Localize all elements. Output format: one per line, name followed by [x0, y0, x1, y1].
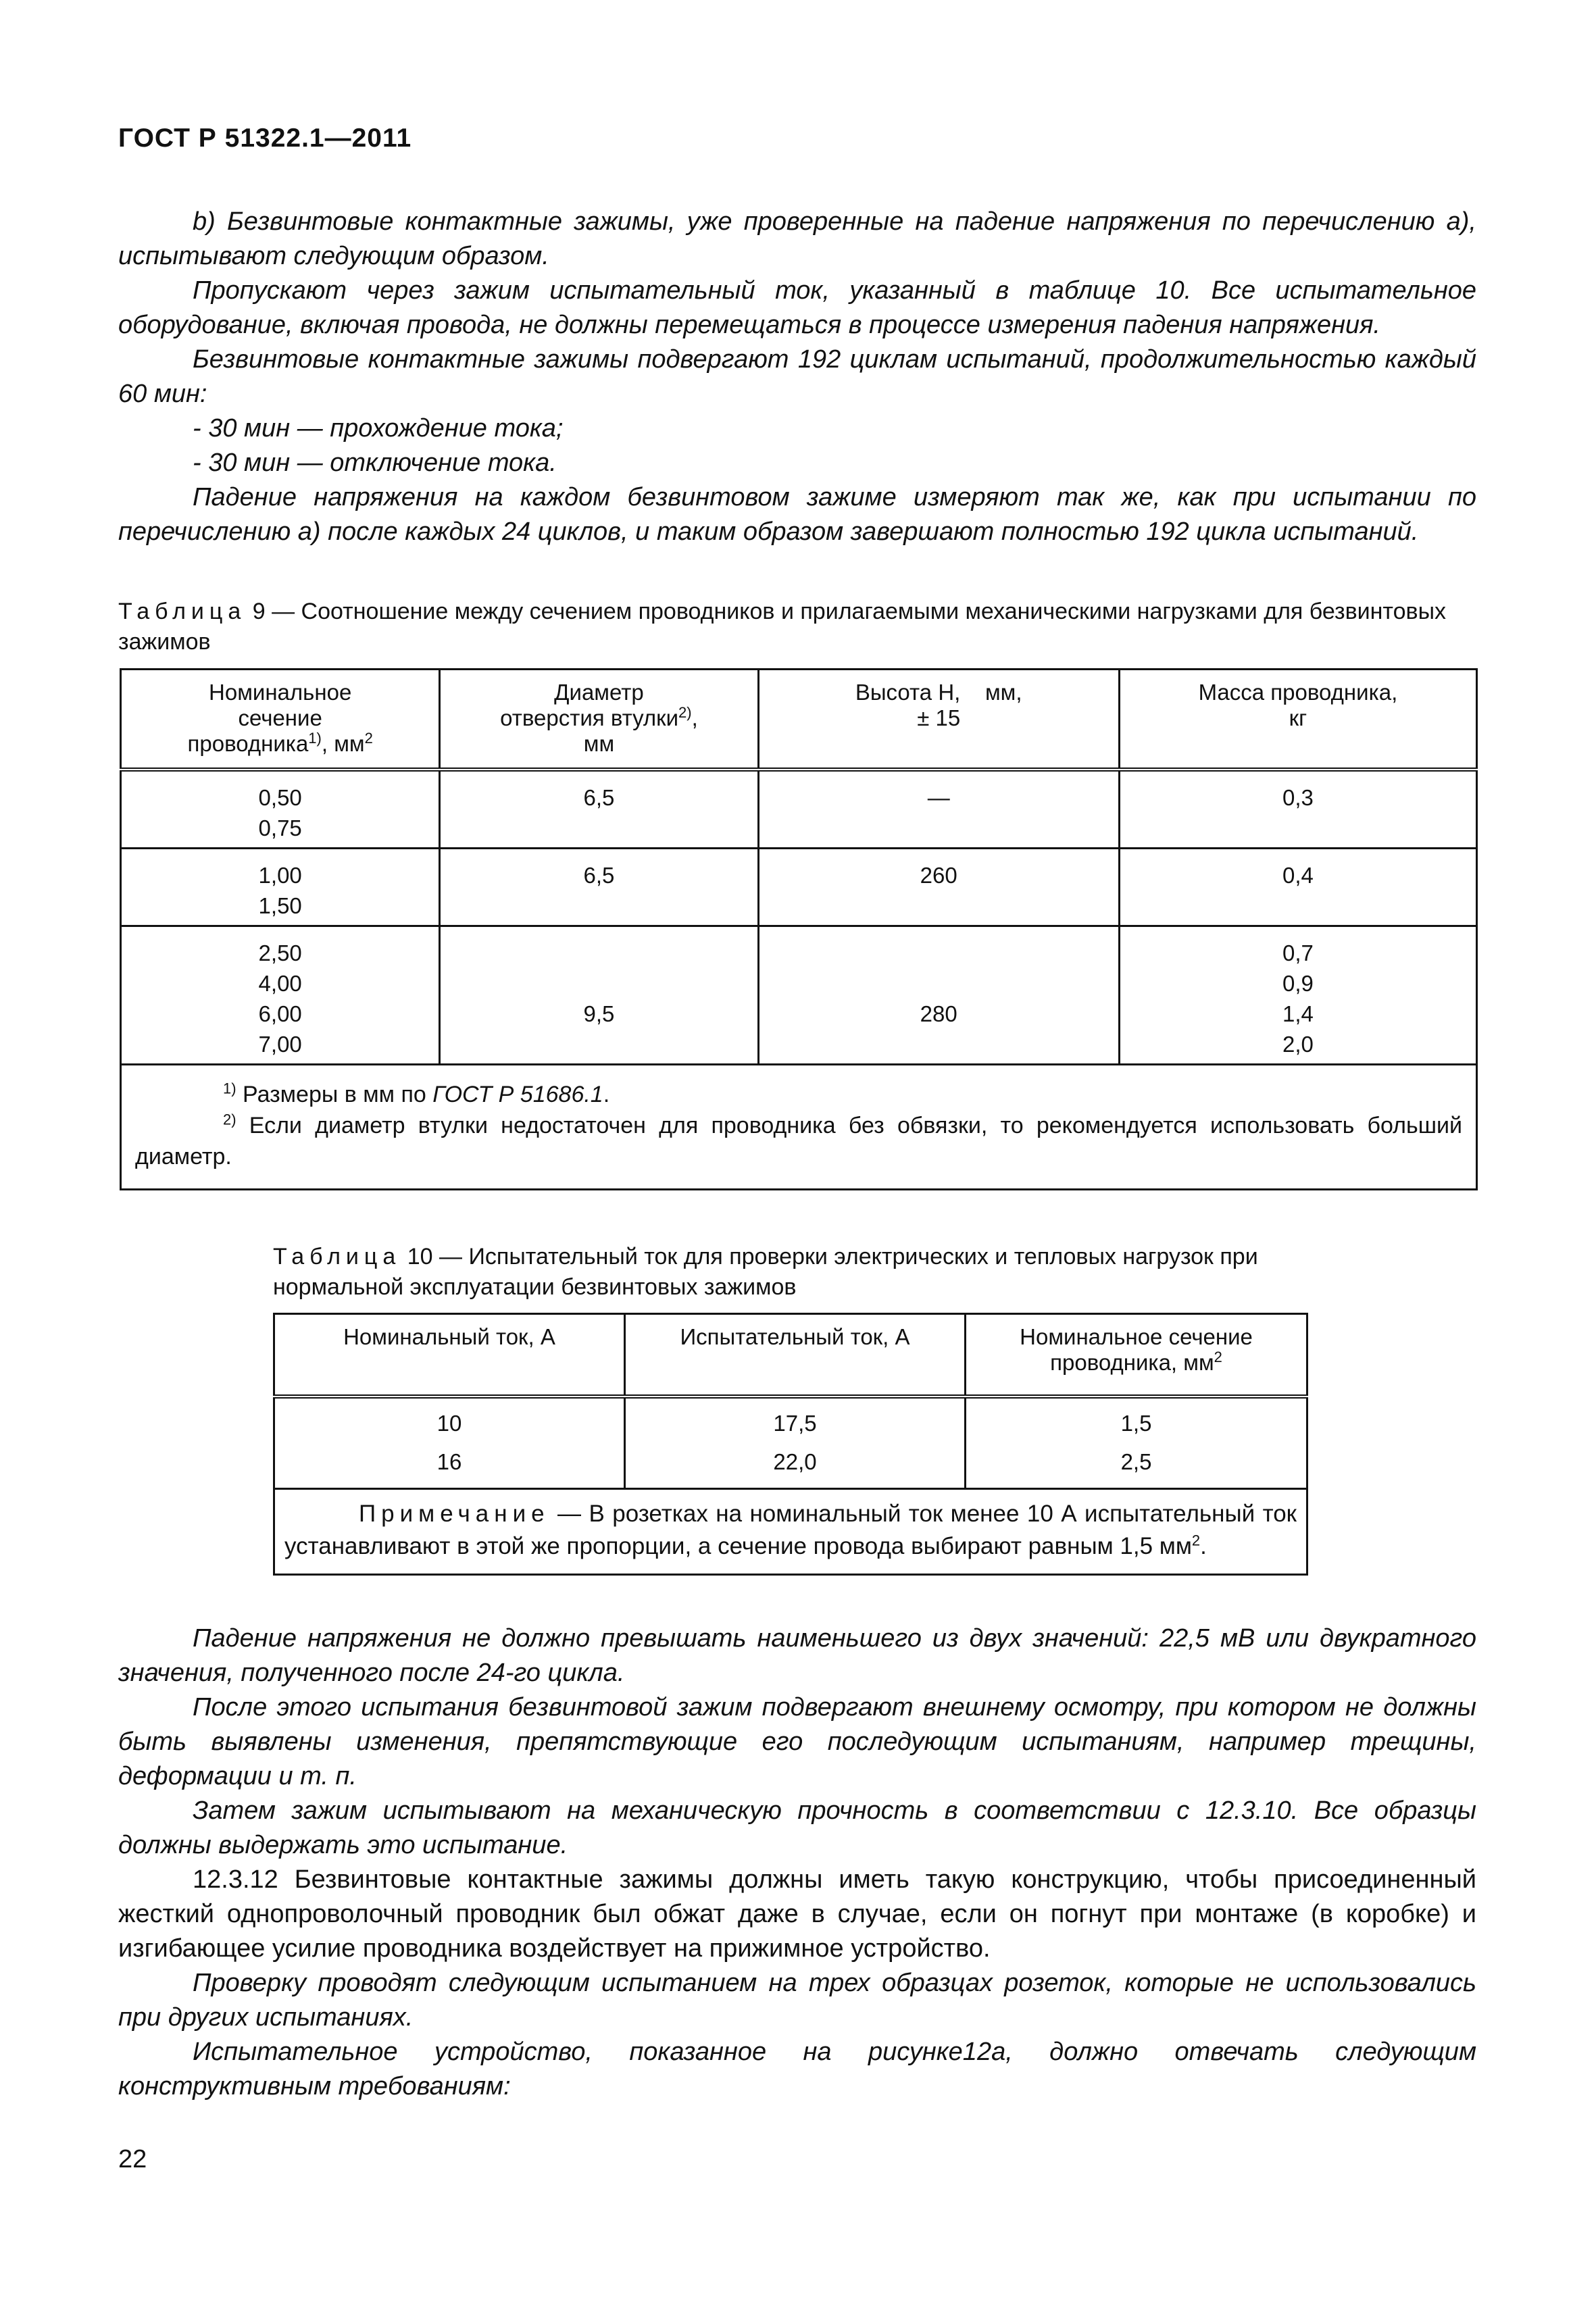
table-cell	[624, 1397, 965, 1489]
table9-h2-l2-text: отверстия втулки	[500, 705, 679, 730]
table9-h1-l2: сечение	[238, 705, 322, 730]
footnote-1	[135, 1079, 1462, 1110]
table9-h1-unit: , мм	[321, 731, 365, 756]
footnote-text: Если диаметр втулки недостаточен для проводника без обвязки, то рекомендуется использовать больший диаметр.	[135, 1113, 1462, 1169]
note-prefix: Примечание	[359, 1501, 550, 1527]
cell-value: 16	[437, 1449, 462, 1474]
table9-h1-unit-sup: 2	[364, 730, 373, 747]
footnote-mark: 1)	[223, 1080, 236, 1097]
table-row	[274, 1397, 1307, 1489]
list-item: - 30 мин — прохождение тока;	[193, 414, 564, 443]
paragraph-b: b) Безвинтовые контактные зажимы, уже проверенные на падение напряжения по перечислению а), испытывают следующим образом.	[118, 207, 1476, 270]
table9-h2-l3: мм	[583, 731, 615, 756]
cell-value: 0,50	[258, 785, 302, 810]
table9-header-mass	[1119, 670, 1476, 770]
table-cell	[274, 1397, 625, 1489]
table9-h4-l2: кг	[1289, 705, 1307, 730]
table10-header-test: Испытательный ток, А	[624, 1314, 965, 1397]
table10-h3-l2	[973, 1350, 1299, 1376]
table9-caption-prefix: Таблица	[118, 599, 247, 624]
paragraph-limit: Падение напряжения не должно превышать наименьшего из двух значений: 22,5 мВ или двукратного значения, полученного после 24-го цикла.	[118, 1624, 1476, 1687]
cell-value: 22,0	[773, 1449, 817, 1474]
table10-header-rated: Номинальный ток, А	[274, 1314, 625, 1397]
table-cell	[121, 849, 440, 926]
table9-h1-l3-text: проводника	[187, 731, 309, 756]
list-item: - 30 мин — отключение тока.	[193, 449, 557, 477]
table9-h1-l1: Номинальное	[209, 680, 352, 705]
paragraph-inspect: После этого испытания безвинтовой зажим подвергают внешнему осмотру, при котором не должны быть выявлены изменения, препятствующие его последующим испытаниям, например трещины, деформации и т. п.	[118, 1693, 1476, 1790]
note-sup: 2	[1191, 1532, 1201, 1549]
table9-footnotes-row	[121, 1065, 1477, 1190]
table9-h2-comma: ,	[691, 705, 698, 730]
paragraph-drop: Падение напряжения на каждом безвинтовом зажиме измеряют так же, как при испытании по перечислению а) после каждых 24 циклов, и таким образом завершают полностью 192 цикла испытаний.	[118, 483, 1476, 546]
footnote-text: Размеры в мм по	[243, 1082, 433, 1107]
table-cell: 0,4	[1119, 849, 1476, 926]
table-cell	[440, 926, 758, 1065]
cell-value: 1,50	[258, 893, 302, 918]
table10-h3-l2-text: проводника, мм	[1050, 1350, 1214, 1375]
table9-caption-text: 9 — Соотношение между сечением проводников и прилагаемыми механическими нагрузками для безвинтовых зажимов	[118, 599, 1447, 655]
table10-h3-l1: Номинальное сечение	[1020, 1324, 1253, 1349]
cell-value: 9,5	[583, 1001, 615, 1026]
table9-header-height	[758, 670, 1119, 770]
table-cell	[121, 926, 440, 1065]
table-row	[121, 926, 1477, 1065]
table-cell	[121, 770, 440, 849]
cell-value: 4,00	[258, 971, 302, 996]
footnote-end: .	[603, 1082, 610, 1107]
cell-value: 7,00	[258, 1032, 302, 1057]
table10-header-section	[966, 1314, 1307, 1397]
table-10	[273, 1313, 1308, 1576]
table10-note	[274, 1489, 1307, 1575]
cell-value: 2,0	[1282, 1032, 1314, 1057]
text-block-bottom	[118, 1621, 1476, 2104]
paragraph-check: Проверку проводят следующим испытанием на трех образцах розеток, которые не использовались при других испытаниях.	[118, 1969, 1476, 2032]
footnote-2	[135, 1110, 1462, 1172]
text-block-top	[118, 205, 1476, 549]
note-end: .	[1200, 1533, 1207, 1559]
table-cell: 260	[758, 849, 1119, 926]
paragraph-current: Пропускают через зажим испытательный ток, указанный в таблице 10. Все испытательное оборудование, включая провода, не должны перемещаться в процессе измерения падения напряжения.	[118, 276, 1476, 339]
footnote-ref: ГОСТ Р 51686.1	[432, 1082, 603, 1107]
cell-value: 1,4	[1282, 1001, 1314, 1026]
table-cell	[1119, 926, 1476, 1065]
table10-header-row	[274, 1314, 1307, 1397]
note-text: — В розетках на номинальный ток менее 10 А испытательный ток устанавливают в этой же пропорции, а сечение провода выбирают равным 1,5 мм	[284, 1501, 1297, 1559]
table-row	[121, 770, 1477, 849]
table10-caption-prefix: Таблица	[273, 1244, 401, 1269]
cell-value: 0,7	[1282, 940, 1314, 965]
table-cell: 0,3	[1119, 770, 1476, 849]
page-number: 22	[118, 2145, 147, 2173]
table9-footnotes	[121, 1065, 1477, 1190]
table9-h4-l1: Масса проводника,	[1198, 680, 1398, 705]
table-cell: —	[758, 770, 1119, 849]
paragraph-device: Испытательное устройство, показанное на рисунке12а, должно отвечать следующим конструктивным требованиям:	[118, 2038, 1476, 2101]
table9-h3-l2: ± 15	[917, 705, 961, 730]
paragraph-cycles: Безвинтовые контактные зажимы подвергают 192 циклам испытаний, продолжительностью каждый 60 мин:	[118, 345, 1476, 408]
table9-h1-sup: 1)	[308, 730, 322, 747]
table9-header-section	[121, 670, 440, 770]
cell-value: 1,00	[258, 863, 302, 888]
table-cell: 6,5	[440, 770, 758, 849]
table9-h2-l1: Диаметр	[554, 680, 644, 705]
table10-note-row	[274, 1489, 1307, 1575]
cell-value: 2,50	[258, 940, 302, 965]
paragraph-mech: Затем зажим испытывают на механическую прочность в соответствии с 12.3.10. Все образцы должны выдержать это испытание.	[118, 1796, 1476, 1859]
cell-value: 0,75	[258, 815, 302, 840]
cell-value: 10	[437, 1411, 462, 1436]
table-cell	[966, 1397, 1307, 1489]
cell-value: 1,5	[1120, 1411, 1152, 1436]
cell-value: 2,5	[1120, 1449, 1152, 1474]
cell-value: 6,00	[258, 1001, 302, 1026]
table-cell: 6,5	[440, 849, 758, 926]
table9-caption	[118, 597, 1476, 657]
table-row	[121, 849, 1477, 926]
table9-h1-l3	[128, 731, 432, 757]
table10-caption	[273, 1242, 1308, 1303]
table9-h3-l1: Высота Н, мм,	[855, 680, 1022, 705]
table-9	[120, 668, 1478, 1190]
cell-value: 280	[920, 1001, 957, 1026]
table9-header-row	[121, 670, 1477, 770]
table10-caption-text: 10 — Испытательный ток для проверки электрических и тепловых нагрузок при нормальной эксплуатации безвинтовых зажимов	[273, 1244, 1258, 1300]
table-cell	[758, 926, 1119, 1065]
cell-value: 0,9	[1282, 971, 1314, 996]
footnote-mark: 2)	[223, 1111, 236, 1128]
paragraph-12-3-12: 12.3.12 Безвинтовые контактные зажимы должны иметь такую конструкцию, чтобы присоединенный жесткий однопроволочный проводник был обжат даже в случае, если он погнут при монтаже (в коробке) и изгибающее усилие проводника воздействует на прижимное устройство.	[118, 1865, 1476, 1963]
table9-header-diameter	[440, 670, 758, 770]
table10-h3-sup: 2	[1214, 1349, 1222, 1365]
document-header: ГОСТ Р 51322.1—2011	[118, 124, 412, 153]
cell-value: 17,5	[773, 1411, 817, 1436]
table9-h2-sup: 2)	[678, 704, 692, 721]
table9-h2-l2	[447, 705, 750, 731]
